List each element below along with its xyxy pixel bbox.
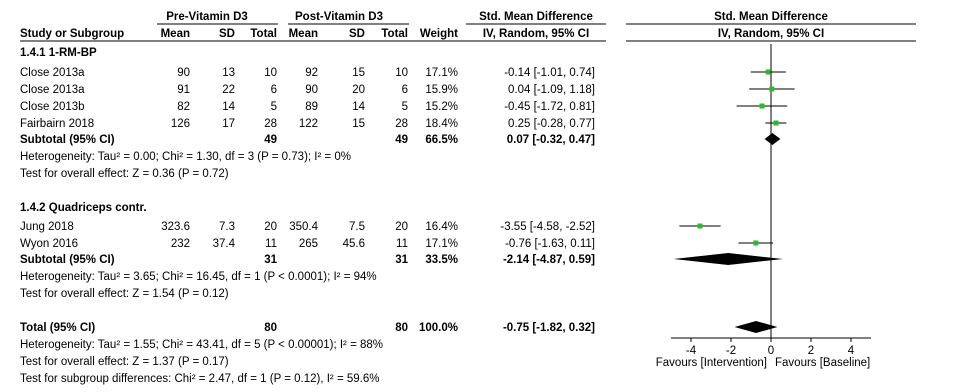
study-name: Close 2013a [20,67,85,79]
x-label-right: Favours [Baseline] [775,357,871,369]
effect-ci: -0.76 [-1.63, 0.11] [505,238,595,250]
col-plot-ci: IV, Random, 95% CI [717,28,825,40]
pre-mean: 90 [177,67,190,79]
pre-sd: 14 [222,101,235,113]
effect-header: Std. Mean Difference [479,11,593,23]
col-post-total: Total [381,28,408,40]
total-label: Total (95% CI) [20,322,96,334]
subtotal-row [20,134,595,146]
total-overall-effect-text: Test for overall effect: Z = 1.37 (P = 0.17) [20,356,229,368]
pre-sd: 22 [222,84,235,96]
col-pre-mean: Mean [160,28,190,40]
study-name: Jung 2018 [20,221,74,233]
study-point-marker [753,241,758,246]
effect-ci: -0.45 [-1.72, 0.81] [504,101,595,113]
pre-sd: 17 [222,118,235,130]
x-tick-label: -4 [685,345,697,357]
study-point-marker [774,121,779,126]
effect-ci: 0.07 [-0.32, 0.47] [506,134,595,146]
pre-mean: 91 [177,84,190,96]
weight: 33.5% [425,254,458,266]
table-row [20,101,595,113]
summary-diamond [674,253,783,265]
post-total: 80 [395,322,408,334]
subtotal-row [20,254,595,266]
weight: 15.9% [425,84,458,96]
pre-sd: 37.4 [212,238,235,250]
post-total: 31 [395,254,408,266]
effect-ci: 0.25 [-0.28, 0.77] [508,118,595,130]
study-point-marker [766,70,771,75]
table-row [20,238,595,250]
pre-total: 10 [264,67,277,79]
post-total: 10 [395,67,408,79]
study-point-marker [760,104,765,109]
post-mean: 265 [298,238,318,250]
pre-total: 31 [264,254,277,266]
subtotal-label: Subtotal (95% CI) [20,254,115,266]
post-sd: 45.6 [342,238,365,250]
pre-sd: 7.3 [219,221,235,233]
post-sd: 15 [352,118,365,130]
pre-mean: 323.6 [161,221,190,233]
pre-mean: 126 [170,118,190,130]
post-sd: 20 [352,84,365,96]
x-tick-label: 4 [847,345,855,357]
weight: 66.5% [425,134,458,146]
effect-ci: -3.55 [-4.58, -2.52] [500,221,595,233]
pre-total: 20 [264,221,277,233]
study-name: Close 2013a [20,84,85,96]
study-name: Close 2013b [20,101,85,113]
x-tick-label: -2 [725,345,737,357]
overall-effect-text: Test for overall effect: Z = 0.36 (P = 0.72) [20,168,229,180]
pre-mean: 82 [177,101,190,113]
overall-effect-text: Test for overall effect: Z = 1.54 (P = 0.12) [20,288,229,300]
weight: 18.4% [425,118,458,130]
post-sd: 7.5 [349,221,365,233]
subgroup-title: 1.4.1 1-RM-BP [20,47,97,59]
x-tick-label: 0 [767,345,775,357]
pre-mean: 232 [170,238,190,250]
study-name: Fairbairn 2018 [20,118,95,130]
summary-diamond [765,133,781,145]
post-sd: 14 [352,101,365,113]
subtotal-label: Subtotal (95% CI) [20,134,115,146]
pre-group-header: Pre-Vitamin D3 [166,11,248,23]
pre-total: 80 [264,322,277,334]
post-mean: 350.4 [289,221,318,233]
post-total: 49 [395,134,408,146]
study-point-marker [769,87,774,92]
post-total: 20 [395,221,408,233]
effect-ci: -2.14 [-4.87, 0.59] [502,254,595,266]
post-mean: 89 [305,101,318,113]
heterogeneity-text: Heterogeneity: Tau² = 3.65; Chi² = 16.45, df = 1 (P < 0.0001); I² = 94% [20,271,377,283]
weight: 15.2% [425,101,458,113]
pre-total: 5 [270,101,277,113]
col-post-sd: SD [349,28,365,40]
post-total: 28 [395,118,408,130]
col-study: Study or Subgroup [20,28,125,40]
weight: 16.4% [425,221,458,233]
table-row [20,118,595,130]
total-heterogeneity-text: Heterogeneity: Tau² = 1.55; Chi² = 43.41, df = 5 (P < 0.00001); I² = 88% [20,339,384,351]
post-total: 6 [401,84,408,96]
pre-total: 11 [265,238,277,250]
effect-ci: 0.04 [-1.09, 1.18] [508,84,595,96]
study-point-marker [698,224,703,229]
x-tick-label: 2 [807,345,815,357]
pre-total: 49 [264,134,277,146]
table-row [20,84,595,96]
post-mean: 90 [305,84,318,96]
post-sd: 15 [352,67,365,79]
x-label-left: Favours [Intervention] [655,357,767,369]
heterogeneity-text: Heterogeneity: Tau² = 0.00; Chi² = 1.30, df = 3 (P = 0.73); I² = 0% [20,151,352,163]
pre-sd: 13 [222,67,235,79]
table-row [20,221,595,233]
post-mean: 92 [305,67,318,79]
col-post-mean: Mean [288,28,318,40]
table-row [20,67,595,79]
post-total: 11 [396,238,408,250]
study-name: Wyon 2016 [20,238,79,250]
effect-ci: -0.75 [-1.82, 0.32] [502,322,595,334]
col-pre-sd: SD [219,28,235,40]
post-group-header: Post-Vitamin D3 [295,11,383,23]
col-pre-total: Total [250,28,277,40]
subgroup-differences-text: Test for subgroup differences: Chi² = 2.47, df = 1 (P = 0.12), I² = 59.6% [20,373,380,385]
pre-total: 6 [270,84,277,96]
weight: 17.1% [425,238,458,250]
pre-total: 28 [264,118,277,130]
post-total: 5 [401,101,408,113]
effect-ci: -0.14 [-1.01, 0.74] [504,67,595,79]
plot-area [656,44,871,369]
subgroup-title: 1.4.2 Quadriceps contr. [20,202,147,214]
post-mean: 122 [298,118,318,130]
weight: 17.1% [425,67,458,79]
weight: 100.0% [418,322,458,334]
total-row [20,322,595,334]
col-ci: IV, Random, 95% CI [482,28,590,40]
plot-header: Std. Mean Difference [714,11,828,23]
col-weight: Weight [419,28,458,40]
